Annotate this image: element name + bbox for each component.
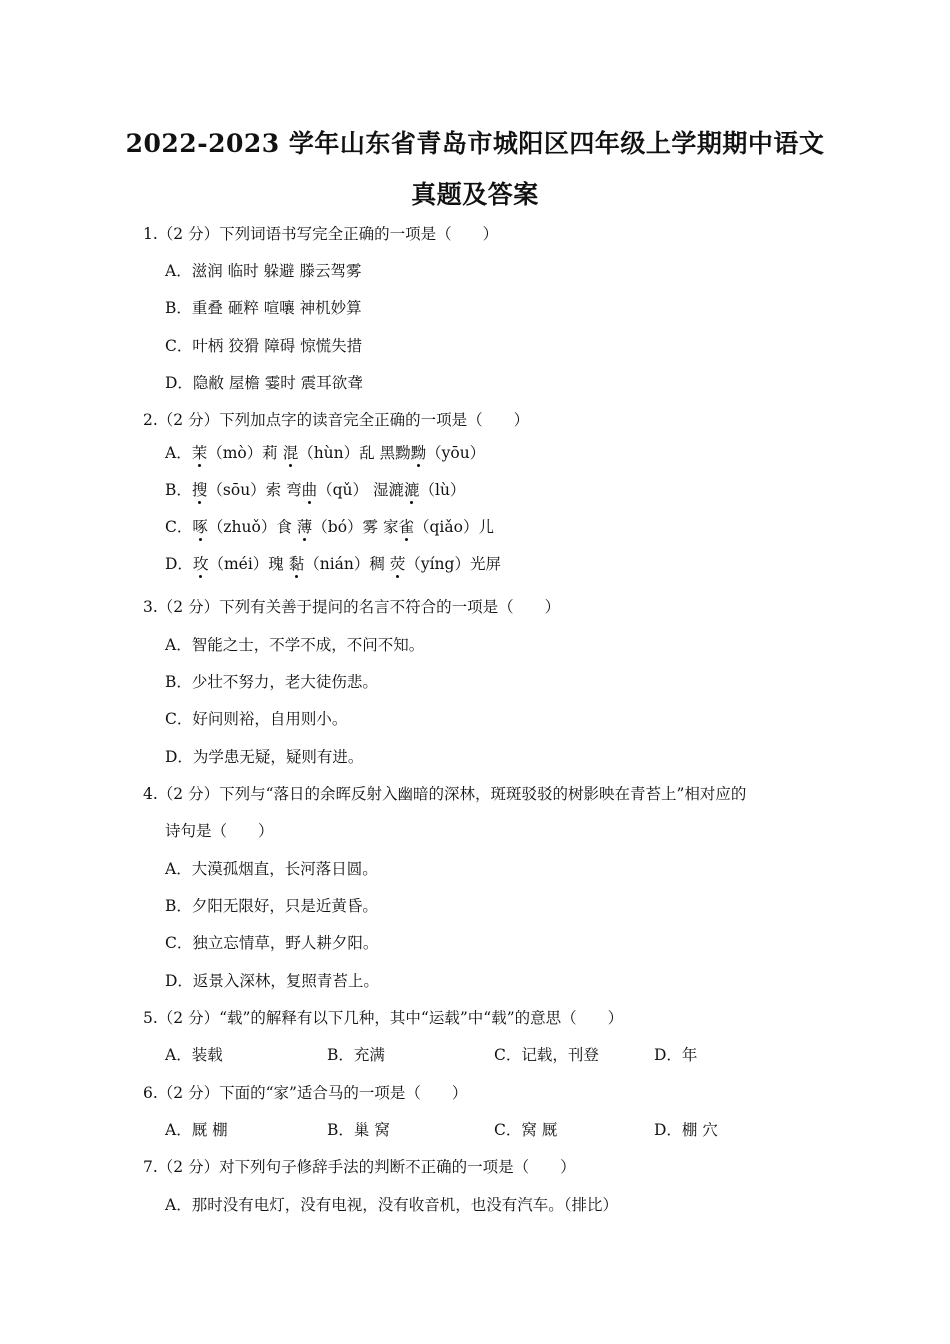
question-4-option-c: C．独立忘情草，野人耕夕阳。 (165, 934, 379, 952)
question-6-option-a: A．厩 棚 (165, 1121, 228, 1139)
document-title-line-2: 真题及答案 (411, 180, 539, 209)
dotted-char: 黝 (410, 444, 427, 462)
dotted-char: 混 (282, 444, 299, 462)
dotted-char: 荧 (389, 555, 406, 573)
question-3-option-c: C．好问则裕，自用则小。 (165, 710, 348, 728)
question-1-stem: 1.（2 分）下列词语书写完全正确的一项是（ ） (143, 225, 499, 243)
question-3-option-a: A．智能之士，不学不成，不问不知。 (165, 636, 425, 654)
question-1-option-a: A．滋润 临时 躲避 滕云驾雾 (165, 262, 362, 280)
question-5-stem: 5.（2 分）“载”的解释有以下几种，其中“运载”中“载”的意思（ ） (143, 1009, 624, 1027)
question-2-option-c: C．啄（zhuǒ）食 薄（bó）雾 家雀（qiǎo）儿 (165, 518, 494, 536)
question-1-option-d: D．隐敝 屋檐 霎时 震耳欲聋 (165, 374, 363, 392)
question-4-option-d: D．返景入深林，复照青苔上。 (165, 972, 379, 990)
dotted-char: 搜 (191, 481, 208, 499)
dotted-char: 薄 (296, 518, 313, 536)
dotted-char: 雀 (398, 518, 414, 536)
question-6-option-b: B．巢 窝 (327, 1121, 390, 1139)
question-2-option-d: D．玫（méi）瑰 黏（nián）稠 荧（yíng）光屏 (165, 555, 501, 573)
question-7-stem: 7.（2 分）对下列句子修辞手法的判断不正确的一项是（ ） (143, 1158, 576, 1176)
document-title-line-1: 2022-2023 学年山东省青岛市城阳区四年级上学期期中语文 (125, 129, 825, 158)
question-1-option-b: B．重叠 砸粹 喧嚷 神机妙算 (165, 299, 362, 317)
question-2-stem: 2.（2 分）下列加点字的读音完全正确的一项是（ ） (143, 411, 530, 429)
dotted-char: 茉 (191, 444, 208, 462)
question-2-option-b: B．搜（sōu）索 弯曲（qǔ） 湿漉漉（lù） (165, 481, 466, 499)
question-6-option-c: C．窝 厩 (494, 1121, 558, 1139)
question-2-option-a: A．茉（mò）莉 混（hùn）乱 黑黝黝（yōu） (165, 444, 486, 462)
question-4-option-b: B．夕阳无限好，只是近黄昏。 (165, 897, 378, 915)
question-4-stem: 4.（2 分）下列与“落日的余晖反射入幽暗的深林，斑斑驳驳的树影映在青苔上”相对应的 (143, 785, 747, 803)
question-5-option-a: A．装载 (165, 1046, 223, 1064)
question-3-stem: 3.（2 分）下列有关善于提问的名言不符合的一项是（ ） (143, 598, 561, 616)
question-7-option-a: A．那时没有电灯，没有电视，没有收音机，也没有汽车。（排比） (165, 1196, 618, 1214)
dotted-char: 曲 (301, 481, 318, 499)
dotted-char: 啄 (192, 518, 208, 536)
question-6-stem: 6.（2 分）下面的“家”适合马的一项是（ ） (143, 1084, 468, 1102)
question-5-option-c: C．记载，刊登 (494, 1046, 599, 1064)
question-5-option-b: B．充满 (327, 1046, 385, 1064)
question-1-option-c: C．叶柄 狡猾 障碍 惊慌失措 (165, 337, 363, 355)
question-4-option-a: A．大漠孤烟直，长河落日圆。 (165, 860, 378, 878)
question-6-option-d: D．棚 穴 (654, 1121, 718, 1139)
question-4-stem-continued: 诗句是（ ） (165, 822, 274, 840)
question-3-option-d: D．为学患无疑，疑则有进。 (165, 748, 364, 766)
dotted-char: 黏 (288, 555, 305, 573)
dotted-char: 漉 (403, 481, 420, 499)
question-3-option-b: B．少壮不努力，老大徒伤悲。 (165, 673, 378, 691)
question-5-option-d: D．年 (654, 1046, 698, 1064)
dotted-char: 玫 (192, 555, 209, 573)
